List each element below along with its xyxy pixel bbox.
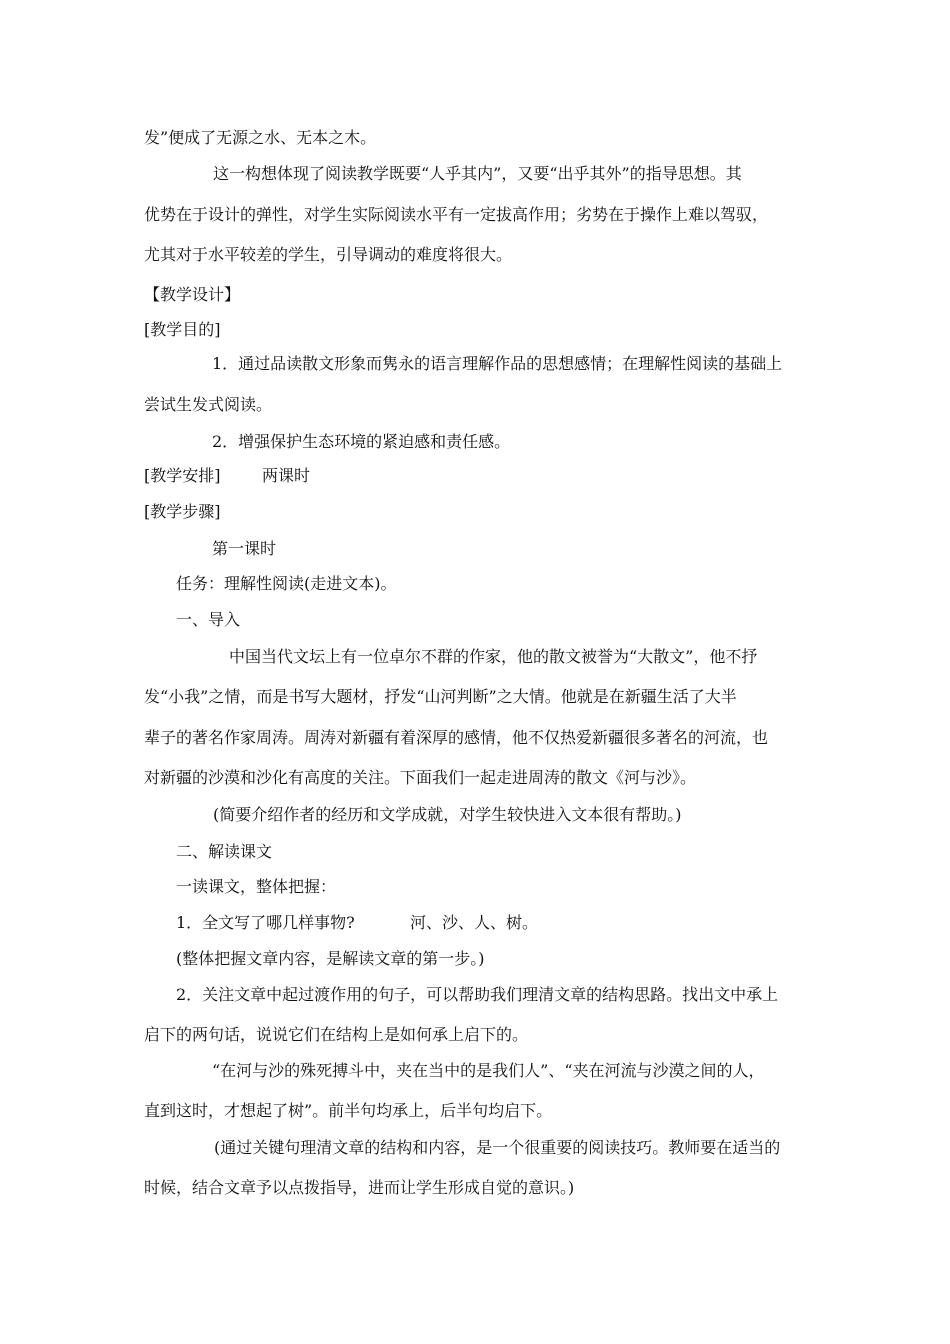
paragraph-line: 发”便成了无源之水、无本之木。 (144, 128, 377, 147)
note-line: (整体把握文章内容，是解读文章的第一步。) (176, 949, 485, 968)
paragraph-line: 直到这时，才想起了树”。前半句均承上，后半句均启下。 (144, 1101, 553, 1120)
question-line: 2．关注文章中起过渡作用的句子，可以帮助我们理清文章的结构思路。找出文中承上 (176, 985, 779, 1004)
subsection-heading: [教学安排] (144, 466, 221, 485)
step-heading: 一、导入 (176, 610, 241, 629)
lesson-count: 两课时 (262, 466, 311, 485)
paragraph-line: 2．增强保护生态环境的紧迫感和责任感。 (212, 432, 511, 451)
question-line: 1．全文写了哪几样事物? (176, 913, 355, 932)
note-line: (简要介绍作者的经历和文学成就，对学生较快进入文本很有帮助。) (213, 805, 682, 824)
paragraph-line: 1．通过品读散文形象而隽永的语言理解作品的思想感情；在理解性阅读的基础上 (212, 354, 783, 373)
note-line: (通过关键句理清文章的结构和内容，是一个很重要的阅读技巧。教师要在适当的 (214, 1138, 781, 1157)
task-line: 任务：理解性阅读(走进文本)。 (176, 574, 397, 593)
step-heading: 二、解读课文 (176, 842, 273, 861)
note-line: 时候，结合文章予以点拨指导，进而让学生形成自觉的意识。) (144, 1178, 575, 1197)
paragraph-line: 尤其对于水平较差的学生，引导调动的难度将很大。 (144, 245, 513, 264)
lesson-title: 第一课时 (212, 539, 277, 558)
paragraph-line: 启下的两句话，说说它们在结构上是如何承上启下的。 (144, 1025, 529, 1044)
section-heading: 【教学设计】 (144, 285, 241, 304)
subsection-heading: [教学目的] (144, 320, 221, 339)
paragraph-line: 尝试生发式阅读。 (144, 395, 273, 414)
paragraph-line: 发“小我”之情，而是书写大题材，抒发“山河判断”之大情。他就是在新疆生活了大半 (144, 687, 737, 706)
paragraph-line: 中国当代文坛上有一位卓尔不群的作家，他的散文被誉为“大散文”，他不抒 (229, 647, 758, 666)
paragraph-line: 优势在于设计的弹性，对学生实际阅读水平有一定拔高作用；劣势在于操作上难以驾驭， (144, 205, 769, 224)
paragraph-line: 这一构想体现了阅读教学既要“人乎其内”，又要“出乎其外”的指导思想。其 (213, 164, 742, 183)
answer-line: 河、沙、人、树。 (410, 913, 539, 932)
subsection-heading: [教学步骤] (144, 502, 221, 521)
paragraph-line: 对新疆的沙漠和沙化有高度的关注。下面我们一起走进周涛的散文《河与沙》。 (144, 768, 697, 787)
quote-line: “在河与沙的殊死搏斗中，夹在当中的是我们人”、“夹在河流与沙漠之间的人， (212, 1061, 765, 1080)
paragraph-line: 辈子的著名作家周涛。周涛对新疆有着深厚的感情，他不仅热爱新疆很多著名的河流，也 (144, 728, 769, 747)
paragraph-line: 一读课文，整体把握： (176, 877, 337, 896)
